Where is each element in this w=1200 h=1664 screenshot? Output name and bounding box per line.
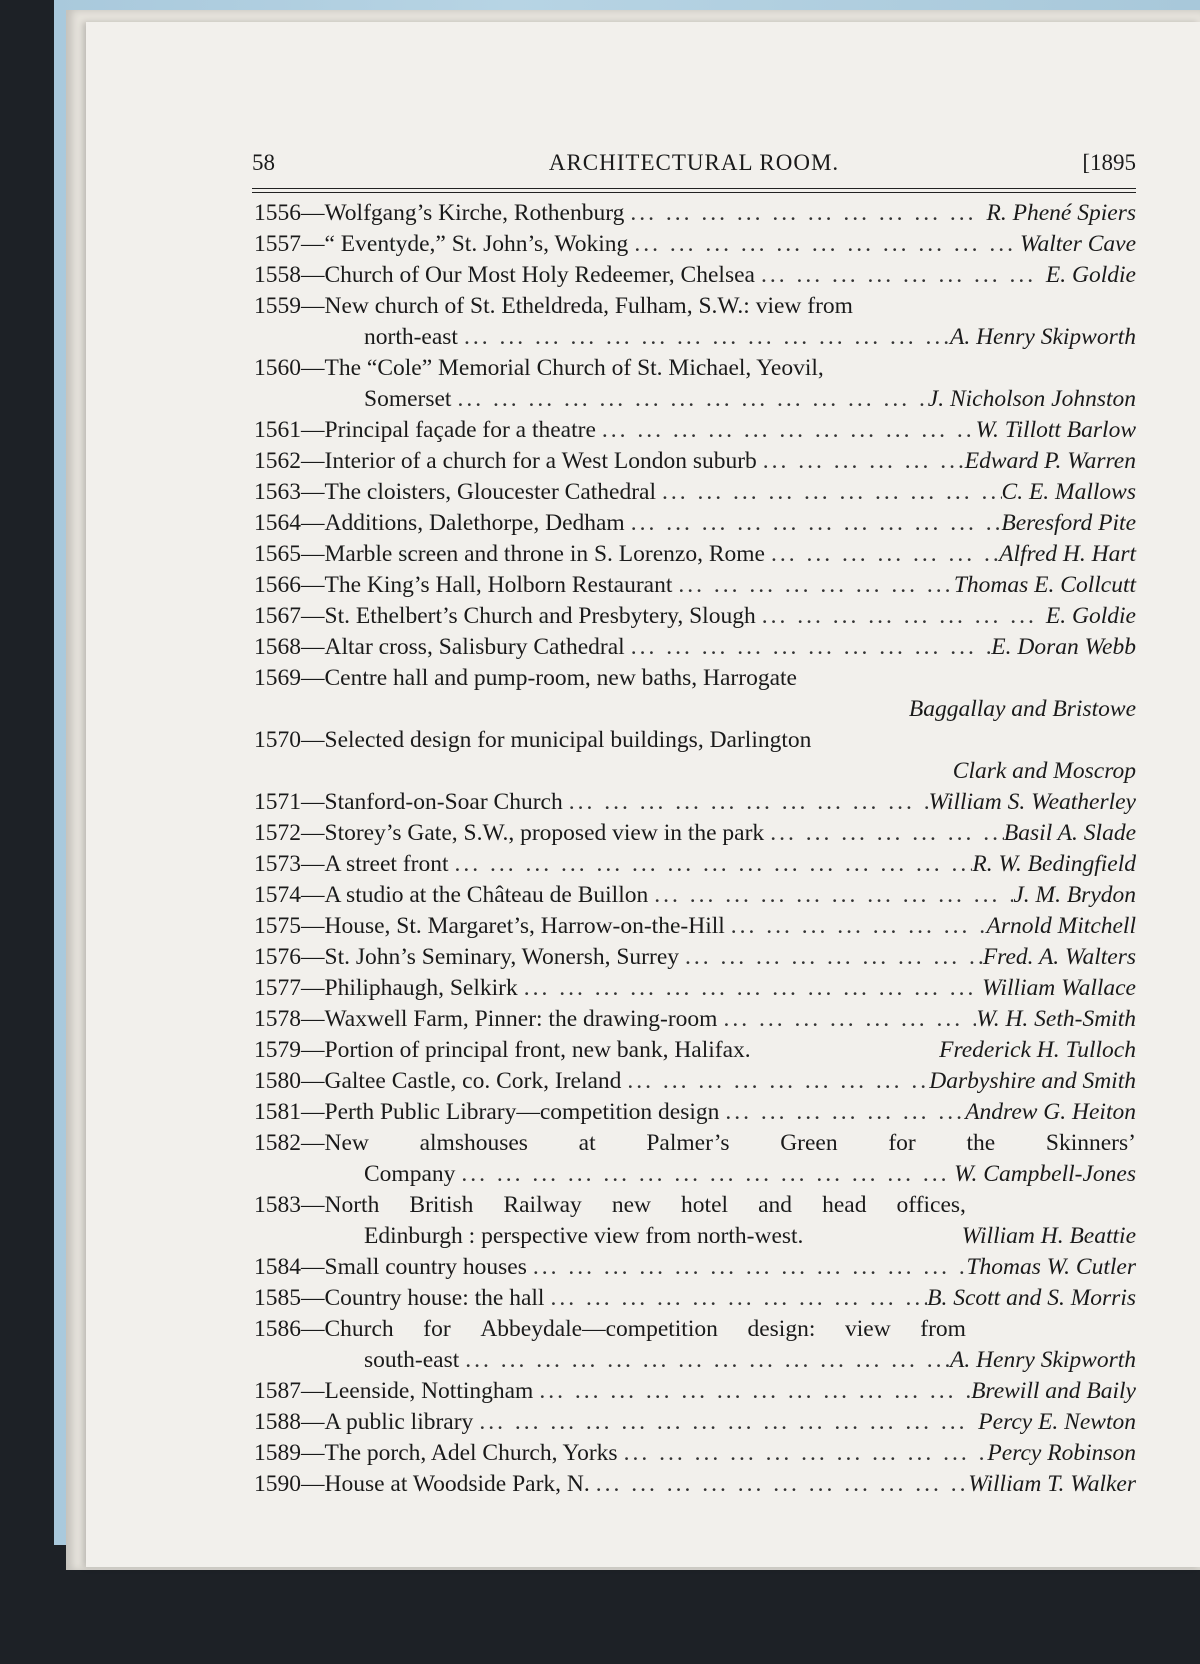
catalogue-entry: 1557—“ Eventyde,” St. John’s, Woking ... . Walter Cave	[254, 229, 1136, 260]
entry-author: Walter Cave	[1020, 231, 1136, 257]
dot-leader	[765, 539, 999, 570]
entry-number: 1571	[254, 789, 301, 815]
entry-title: A studio at the Château de Buillon	[324, 882, 649, 908]
entry-number: 1582	[254, 1130, 301, 1156]
entry-title-word: head	[822, 1192, 867, 1218]
entry-number: 1590	[254, 1471, 301, 1497]
entry-title: Selected design for municipal buildings, Darlington	[324, 727, 812, 753]
catalogue-entry: 1582—New almshouses at Palmer’s Green for the Skinners’ Company ... . W. Campbell-Jones	[254, 1128, 1136, 1190]
entry-author: Brewill and Baily	[971, 1378, 1136, 1404]
entry-number: 1561	[254, 417, 301, 443]
entry-title-word: British	[409, 1192, 474, 1218]
dot-leader	[473, 1407, 978, 1438]
entry-number: 1563	[254, 479, 301, 505]
entry-number: 1566	[254, 572, 301, 598]
catalogue-entry: 1568—Altar cross, Salisbury Cathedral ... . E. Doran Webb	[254, 632, 1136, 663]
catalogue-entry: 1572—Storey’s Gate, S.W., proposed view in the park ... . Basil A. Slade	[254, 818, 1136, 849]
entry-author: Frederick H. Tulloch	[939, 1037, 1136, 1063]
dot-leader	[625, 508, 1002, 539]
catalogue-entry: 1574—A studio at the Château de Buillon ... . J. M. Brydon	[254, 880, 1136, 911]
entry-author: W. Campbell-Jones	[954, 1161, 1136, 1187]
entry-title: “ Eventyde,” St. John’s, Woking	[324, 231, 629, 257]
header-rule	[252, 188, 1136, 189]
catalogue-entry: 1581—Perth Public Library—competition design ... . Andrew G. Heiton	[254, 1097, 1136, 1128]
entry-number: 1568	[254, 634, 301, 660]
entry-author: E. Goldie	[1045, 262, 1136, 288]
catalogue-entry: 1579—Portion of principal front, new bank, Halifax. Frederick H. Tulloch	[254, 1035, 1136, 1066]
entry-title: The cloisters, Gloucester Cathedral	[324, 479, 656, 505]
catalogue-entries	[254, 198, 1136, 1500]
catalogue-entry: 1589—The porch, Adel Church, Yorks ... . Percy Robinson	[254, 1438, 1136, 1469]
entry-title-continued: south-east	[364, 1347, 460, 1373]
entry-number: 1585	[254, 1285, 301, 1311]
dot-leader	[717, 1004, 976, 1035]
catalogue-entry: 1588—A public library ... . Percy E. Newton	[254, 1407, 1136, 1438]
dot-leader	[451, 384, 927, 415]
dot-leader	[621, 1066, 929, 1097]
catalogue-entry: 1580—Galtee Castle, co. Cork, Ireland ... . Darbyshire and Smith	[254, 1066, 1136, 1097]
entry-title-word: almshouses	[419, 1130, 528, 1156]
entry-number: 1569	[254, 665, 301, 691]
page-header	[252, 150, 1136, 184]
entry-title: A public library	[324, 1409, 474, 1435]
entry-number: 1570	[254, 727, 301, 753]
entry-number: 1559	[254, 293, 301, 319]
entry-title-word: Skinners’	[1045, 1130, 1136, 1156]
entry-number: 1588	[254, 1409, 301, 1435]
header-rule-thin	[252, 192, 1136, 193]
dot-leader	[625, 632, 992, 663]
dot-leader	[533, 1376, 971, 1407]
entry-author: E. Doran Webb	[991, 634, 1136, 660]
entry-author: Percy Robinson	[987, 1440, 1136, 1466]
entry-author: Percy E. Newton	[978, 1409, 1136, 1435]
catalogue-entry: 1569—Centre hall and pump-room, new baths, Harrogate Baggallay and Bristowe	[254, 663, 1136, 725]
entry-title-continued: Somerset	[364, 386, 452, 412]
entry-number: 1580	[254, 1068, 301, 1094]
entry-number: 1560	[254, 355, 301, 381]
entry-author: Arnold Mitchell	[986, 913, 1136, 939]
entry-author: William H. Beattie	[961, 1223, 1136, 1249]
entry-number: 1577	[254, 975, 301, 1001]
entry-number: 1557	[254, 231, 301, 257]
entry-title-continued: north-east	[364, 324, 458, 350]
entry-title: Storey’s Gate, S.W., proposed view in the park	[324, 820, 765, 846]
dot-leader	[449, 849, 973, 880]
entry-author: Clark and Moscrop	[952, 758, 1136, 784]
entry-number: 1589	[254, 1440, 301, 1466]
entry-title: Church of Our Most Holy Redeemer, Chelsea	[324, 262, 755, 288]
entry-title-continued: Company	[364, 1161, 456, 1187]
catalogue-entry: 1556—Wolfgang’s Kirche, Rothenburg ... . R. Phené Spiers	[254, 198, 1136, 229]
dot-leader	[527, 1252, 967, 1283]
entry-title-word: new	[611, 1192, 651, 1218]
entry-author: W. Tillott Barlow	[975, 417, 1136, 443]
dot-leader	[618, 1438, 988, 1469]
entry-author: William Wallace	[982, 975, 1136, 1001]
entry-title-word: Palmer’s	[646, 1130, 730, 1156]
dot-leader	[757, 446, 965, 477]
entry-author: Baggallay and Bristowe	[908, 696, 1136, 722]
dot-leader	[596, 415, 976, 446]
catalogue-entry: 1583—North British Railway new hotel and head offices, Edinburgh : perspective view from north-west. William H. Beattie	[254, 1190, 1136, 1252]
entry-title-word: from	[920, 1316, 966, 1342]
entry-title-word: Railway	[503, 1192, 582, 1218]
entry-title: Galtee Castle, co. Cork, Ireland	[324, 1068, 622, 1094]
entry-author: A. Henry Skipworth	[949, 1347, 1136, 1373]
entry-title: Portion of principal front, new bank, Halifax.	[324, 1037, 751, 1063]
dot-leader	[725, 911, 987, 942]
entry-title: Wolfgang’s Kirche, Rothenburg	[324, 200, 625, 226]
entry-title: Leenside, Nottingham	[324, 1378, 534, 1404]
entry-title-word: and	[758, 1192, 793, 1218]
entry-number: 1556	[254, 200, 301, 226]
entry-title: House, St. Margaret’s, Harrow-on-the-Hill	[324, 913, 725, 939]
entry-title: Small country houses	[324, 1254, 527, 1280]
catalogue-entry: 1570—Selected design for municipal buildings, Darlington Clark and Moscrop	[254, 725, 1136, 787]
catalogue-entry: 1563—The cloisters, Gloucester Cathedral ... . C. E. Mallows	[254, 477, 1136, 508]
catalogue-entry: 1590—House at Woodside Park, N. ... . William T. Walker	[254, 1469, 1136, 1500]
entry-title: Interior of a church for a West London suburb	[324, 448, 757, 474]
entry-title: The porch, Adel Church, Yorks	[324, 1440, 618, 1466]
entry-title: Additions, Dalethorpe, Dedham	[324, 510, 625, 536]
catalogue-entry: 1564—Additions, Dalethorpe, Dedham ... . Beresford Pite	[254, 508, 1136, 539]
entry-number: 1572	[254, 820, 301, 846]
entry-author: Beresford Pite	[1001, 510, 1136, 536]
entry-title-word: offices,	[896, 1192, 966, 1218]
catalogue-entry: 1575—House, St. Margaret’s, Harrow-on-the-Hill ... . Arnold Mitchell	[254, 911, 1136, 942]
catalogue-entry: 1558—Church of Our Most Holy Redeemer, Chelsea ... . E. Goldie	[254, 260, 1136, 291]
entry-author: Edward P. Warren	[964, 448, 1136, 474]
entry-title-word: Green	[780, 1130, 838, 1156]
entry-number: 1584	[254, 1254, 301, 1280]
entry-author: E. Goldie	[1045, 603, 1136, 629]
entry-title-word: Abbeydale—competition	[480, 1316, 718, 1342]
entry-number: 1578	[254, 1006, 301, 1032]
entry-title-word: the	[966, 1130, 996, 1156]
entry-author: J. Nicholson Johnston	[927, 386, 1136, 412]
entry-title-word: New	[324, 1130, 369, 1156]
header-year: [1895	[1082, 150, 1136, 175]
entry-title: St. Ethelbert’s Church and Presbytery, Slough	[324, 603, 756, 629]
entry-number: 1576	[254, 944, 301, 970]
entry-title: A street front	[324, 851, 449, 877]
dot-leader	[624, 198, 986, 229]
entry-number: 1564	[254, 510, 301, 536]
entry-title-word: for	[423, 1316, 451, 1342]
entry-number: 1586	[254, 1316, 301, 1342]
entry-number: 1575	[254, 913, 301, 939]
dot-leader	[518, 973, 982, 1004]
catalogue-entry: 1576—St. John’s Seminary, Wonersh, Surrey ... . Fred. A. Walters	[254, 942, 1136, 973]
entry-title-word: at	[578, 1130, 596, 1156]
dot-leader	[656, 477, 1002, 508]
entry-title-word: for	[888, 1130, 916, 1156]
dot-leader	[764, 818, 1004, 849]
catalogue-entry: 1571—Stanford-on-Soar Church ... . William S. Weatherley	[254, 787, 1136, 818]
entry-number: 1562	[254, 448, 301, 474]
dot-leader	[563, 787, 929, 818]
catalogue-entry: 1561—Principal façade for a theatre ... . W. Tillott Barlow	[254, 415, 1136, 446]
entry-number: 1558	[254, 262, 301, 288]
catalogue-entry: 1566—The King’s Hall, Holborn Restaurant ... . Thomas E. Collcutt	[254, 570, 1136, 601]
entry-title: Centre hall and pump-room, new baths, Harrogate	[324, 665, 797, 691]
entry-author: William S. Weatherley	[928, 789, 1136, 815]
entry-title: New church of St. Etheldreda, Fulham, S.W.: view from	[324, 293, 853, 319]
entry-author: R. Phené Spiers	[986, 200, 1136, 226]
catalogue-entry: 1573—A street front ... . R. W. Bedingfield	[254, 849, 1136, 880]
entry-number: 1573	[254, 851, 301, 877]
entry-number: 1579	[254, 1037, 301, 1063]
entry-title: Perth Public Library—competition design	[324, 1099, 720, 1125]
dot-leader	[648, 880, 1013, 911]
catalogue-entry: 1562—Interior of a church for a West London suburb ... . Edward P. Warren	[254, 446, 1136, 477]
dot-leader	[755, 260, 1046, 291]
entry-author: Thomas W. Cutler	[966, 1254, 1136, 1280]
page-number: 58	[252, 150, 275, 175]
entry-title: Waxwell Farm, Pinner: the drawing-room	[324, 1006, 718, 1032]
entry-author: B. Scott and S. Morris	[927, 1285, 1136, 1311]
entry-number: 1583	[254, 1192, 301, 1218]
catalogue-entry: 1584—Small country houses ... . Thomas W. Cutler	[254, 1252, 1136, 1283]
entry-title: The King’s Hall, Holborn Restaurant	[324, 572, 673, 598]
entry-title: The “Cole” Memorial Church of St. Michael, Yeovil,	[324, 355, 824, 381]
catalogue-entry: 1578—Waxwell Farm, Pinner: the drawing-room ... . W. H. Seth-Smith	[254, 1004, 1136, 1035]
catalogue-entry: 1586—Church for Abbeydale—competition design: view from south-east ... . A. Henry Skipworth	[254, 1314, 1136, 1376]
entry-title: St. John’s Seminary, Wonersh, Surrey	[324, 944, 680, 970]
entry-author: Andrew G. Heiton	[965, 1099, 1136, 1125]
dot-leader	[459, 1345, 950, 1376]
dot-leader	[679, 942, 983, 973]
entry-number: 1587	[254, 1378, 301, 1404]
dot-leader	[672, 570, 953, 601]
entry-author: J. M. Brydon	[1013, 882, 1136, 908]
catalogue-entry: 1560—The “Cole” Memorial Church of St. Michael, Yeovil, Somerset ... . J. Nicholson Johnston	[254, 353, 1136, 415]
entry-number: 1574	[254, 882, 301, 908]
entry-number: 1567	[254, 603, 301, 629]
entry-number: 1581	[254, 1099, 301, 1125]
catalogue-entry: 1567—St. Ethelbert’s Church and Presbytery, Slough ... . E. Goldie	[254, 601, 1136, 632]
entry-author: W. H. Seth-Smith	[976, 1006, 1136, 1032]
entry-title-word: design:	[747, 1316, 816, 1342]
entry-title: Stanford-on-Soar Church	[324, 789, 563, 815]
entry-title: Marble screen and throne in S. Lorenzo, Rome	[324, 541, 765, 567]
entry-title: Philiphaugh, Selkirk	[324, 975, 518, 1001]
dot-leader	[458, 322, 950, 353]
dot-leader	[544, 1283, 927, 1314]
dot-leader	[719, 1097, 965, 1128]
catalogue-entry: 1559—New church of St. Etheldreda, Fulham, S.W.: view from north-east ... . A. Henry Skipworth	[254, 291, 1136, 353]
entry-author: Thomas E. Collcutt	[953, 572, 1136, 598]
entry-author: C. E. Mallows	[1001, 479, 1136, 505]
entry-title: Altar cross, Salisbury Cathedral	[324, 634, 625, 660]
running-title: ARCHITECTURAL ROOM.	[548, 150, 840, 175]
catalogue-entry: 1577—Philiphaugh, Selkirk ... . William Wallace	[254, 973, 1136, 1004]
entry-author: Fred. A. Walters	[982, 944, 1136, 970]
dot-leader	[628, 229, 1020, 260]
entry-title-word: view	[844, 1316, 891, 1342]
entry-number: 1565	[254, 541, 301, 567]
dot-leader	[455, 1159, 954, 1190]
entry-author: A. Henry Skipworth	[949, 324, 1136, 350]
dot-leader	[590, 1469, 968, 1500]
entry-author: Darbyshire and Smith	[929, 1068, 1136, 1094]
entry-title: Country house: the hall	[324, 1285, 545, 1311]
entry-title-word: North	[324, 1192, 380, 1218]
entry-title-continued: Edinburgh : perspective view from north-west.	[364, 1223, 804, 1249]
catalogue-entry: 1585—Country house: the hall ... . B. Scott and S. Morris	[254, 1283, 1136, 1314]
entry-title-word: Church	[324, 1316, 394, 1342]
entry-title-word: hotel	[681, 1192, 729, 1218]
entry-author: R. W. Bedingfield	[972, 851, 1136, 877]
entry-author: Alfred H. Hart	[999, 541, 1136, 567]
catalogue-entry: 1587—Leenside, Nottingham ... . Brewill and Baily	[254, 1376, 1136, 1407]
entry-title: Principal façade for a theatre	[324, 417, 596, 443]
entry-title: House at Woodside Park, N.	[324, 1471, 590, 1497]
entry-author: William T. Walker	[968, 1471, 1136, 1497]
catalogue-entry: 1565—Marble screen and throne in S. Lorenzo, Rome ... . Alfred H. Hart	[254, 539, 1136, 570]
dot-leader	[756, 601, 1046, 632]
entry-author: Basil A. Slade	[1003, 820, 1136, 846]
